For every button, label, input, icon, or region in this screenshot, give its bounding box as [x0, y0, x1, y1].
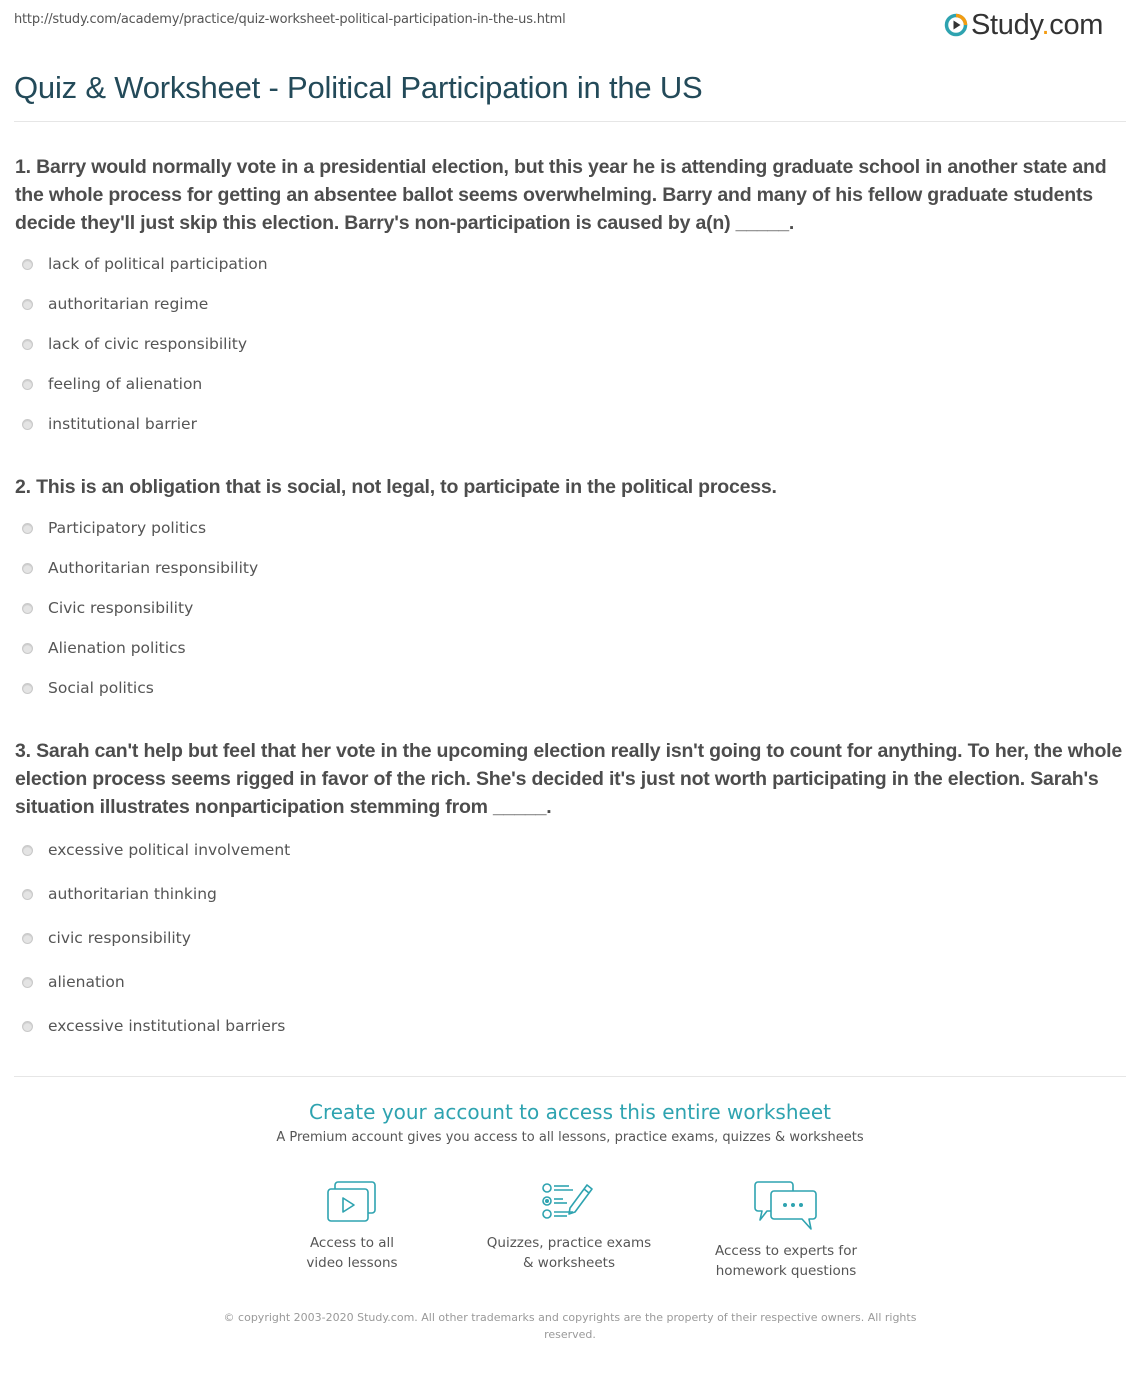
answer-label: lack of political participation [48, 255, 268, 273]
radio-button[interactable] [22, 339, 33, 350]
feature-label: Quizzes, practice exams & worksheets [486, 1235, 652, 1271]
answer-option[interactable] [22, 364, 268, 404]
feature-label: Access to experts for homework questions [714, 1243, 857, 1279]
answer-option[interactable] [22, 668, 258, 708]
answer-option[interactable] [22, 548, 258, 588]
question-3-text: 3. Sarah can't help but feel that her vote in the upcoming election really isn't going to count for anything. To her, the whole election process seems rigged in favor of the rich. She's decided it's just not worth participating in the election. Sarah's situation illustrates nonparticipation stemming from _____. [15, 740, 1123, 818]
answer-option[interactable] [22, 1004, 290, 1048]
radio-button[interactable] [22, 933, 33, 944]
feature-quizzes [469, 1180, 669, 1273]
radio-button[interactable] [22, 379, 33, 390]
play-circle-icon [944, 13, 968, 37]
radio-button[interactable] [22, 845, 33, 856]
answer-label: Civic responsibility [48, 599, 194, 617]
radio-button[interactable] [22, 563, 33, 574]
radio-button[interactable] [22, 603, 33, 614]
radio-button[interactable] [22, 1021, 33, 1032]
radio-button[interactable] [22, 683, 33, 694]
radio-button[interactable] [22, 977, 33, 988]
quiz-checklist-icon [541, 1180, 597, 1224]
answer-label: Authoritarian responsibility [48, 559, 259, 577]
cta-subtitle: A Premium account gives you access to all lessons, practice exams, quizzes & worksheets [276, 1130, 864, 1145]
answer-option[interactable] [22, 588, 258, 628]
radio-button[interactable] [22, 643, 33, 654]
feature-experts [686, 1180, 886, 1281]
answer-option[interactable] [22, 284, 268, 324]
video-lessons-icon [325, 1180, 379, 1224]
study-logo[interactable] [944, 8, 1103, 42]
radio-button[interactable] [22, 523, 33, 534]
feature-video-lessons [252, 1180, 452, 1273]
answer-option[interactable] [22, 828, 290, 872]
question-3-answers [22, 828, 290, 1048]
radio-button[interactable] [22, 889, 33, 900]
answer-option[interactable] [22, 960, 290, 1004]
answer-label: Social politics [48, 679, 154, 697]
answer-option[interactable] [22, 508, 258, 548]
title-divider [14, 121, 1126, 122]
answer-label: Alienation politics [48, 639, 186, 657]
answer-label: excessive institutional barriers [48, 1017, 286, 1035]
answer-option[interactable] [22, 324, 268, 364]
logo-text: Study.com [971, 8, 1104, 41]
answer-label: authoritarian thinking [48, 885, 217, 903]
cta-divider [14, 1076, 1126, 1077]
question-1-text: 1. Barry would normally vote in a presidential election, but this year he is attending graduate school in another state and the whole process for getting an absentee ballot seems overwhelming. Barry and many of his fellow graduate students decide they'll just skip this election. Barry's non-participation is caused by a(n) _____. [15, 156, 1107, 234]
page-url: http://study.com/academy/practice/quiz-worksheet-political-participation-in-the-us.html [14, 12, 566, 27]
feature-label: Access to all video lessons [306, 1235, 398, 1271]
question-1-answers [22, 244, 268, 444]
answer-label: authoritarian regime [48, 295, 209, 313]
answer-option[interactable] [22, 872, 290, 916]
answer-option[interactable] [22, 244, 268, 284]
answer-label: feeling of alienation [48, 375, 203, 393]
radio-button[interactable] [22, 299, 33, 310]
answer-label: institutional barrier [48, 415, 197, 433]
question-2-answers [22, 508, 258, 708]
question-2-text: 2. This is an obligation that is social, not legal, to participate in the political process. [15, 476, 777, 498]
answer-option[interactable] [22, 916, 290, 960]
answer-label: civic responsibility [48, 929, 191, 947]
radio-button[interactable] [22, 419, 33, 430]
answer-option[interactable] [22, 628, 258, 668]
radio-button[interactable] [22, 259, 33, 270]
cta-title[interactable]: Create your account to access this entire worksheet [309, 1100, 831, 1124]
answer-option[interactable] [22, 404, 268, 444]
chat-bubbles-icon [753, 1180, 819, 1232]
answer-label: Participatory politics [48, 519, 207, 537]
answer-label: alienation [48, 973, 125, 991]
page-title: Quiz & Worksheet - Political Participation in the US [14, 70, 703, 105]
answer-label: excessive political involvement [48, 841, 291, 859]
answer-label: lack of civic responsibility [48, 335, 248, 353]
copyright-text: © copyright 2003-2020 Study.com. All other trademarks and copyrights are the property of their respective owners. All rights reserved. [223, 1311, 917, 1341]
